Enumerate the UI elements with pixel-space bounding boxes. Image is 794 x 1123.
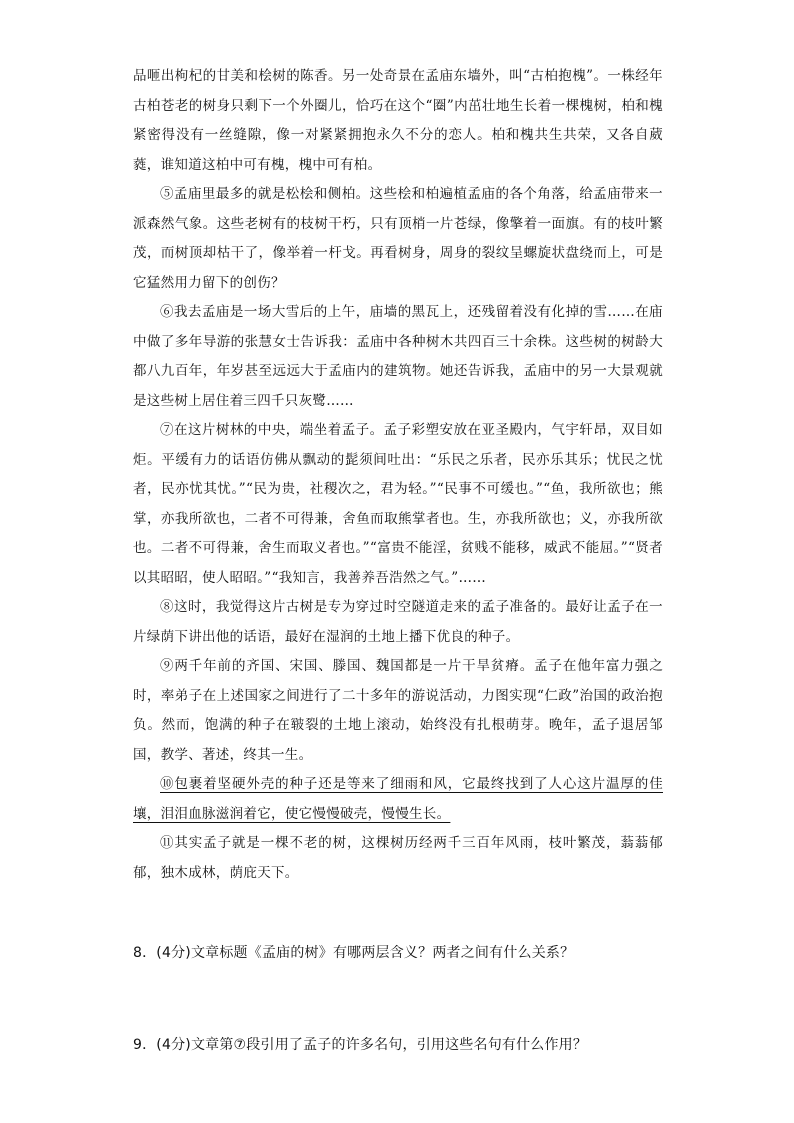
question-9: 9．(4分)文章第⑦段引用了孟子的许多名句，引用这些名句有什么作用？ xyxy=(133,1037,588,1053)
question-8: 8．(4分)文章标题《孟庙的树》有哪两层含义？两者之间有什么关系？ xyxy=(133,945,575,961)
paragraph-7: ⑦在这片树林的中央，端坐着孟子。孟子彩塑安放在亚圣殿内，气宇轩昂，双目如炬。平缓有力的话语仿佛从飘动的髭须间吐出：“乐民之乐者，民亦乐其乐；忧民之忧者，民亦忧其忧。”“民为贵，社稷次之，君为轻。”“民事不可缓也。”“鱼，我所欲也；熊掌，亦我所欲也，二者不可得兼，舍鱼而取熊掌者也。生，亦我所欲也；义，亦我所欲也。二者不可得兼，舍生而取义者也。”“富贵不能淫，贫贱不能移，威武不能屈。”“贤者以其昭昭，使人昭昭。”“我知言，我善养吾浩然之气。”…… xyxy=(133,422,663,586)
paragraph-8: ⑧这时，我觉得这片古树是专为穿过时空隧道走来的孟子准备的。最好让孟子在一片绿荫下讲出他的话语，最好在湿润的土地上播下优良的种子。 xyxy=(133,599,663,645)
paragraph-6: ⑥我去孟庙是一场大雪后的上午，庙墙的黑瓦上，还残留着没有化掉的雪……在庙中做了多年导游的张慧女士告诉我：孟庙中各种树木共四百三十余株。这些树的树龄大都八九百年，年岁甚至远远大于孟庙内的建筑物。她还告诉我，孟庙中的另一大景观就是这些树上居住着三四千只灰鹭…… xyxy=(133,304,663,409)
paragraph-continued: 品咂出枸杞的甘美和桧树的陈香。另一处奇景在孟庙东墙外，叫“古柏抱槐”。一株经年古柏苍老的树身只剩下一个外圈儿，恰巧在这个“圈”内茁壮地生长着一棵槐树，柏和槐紧密得没有一丝缝隙，像一对紧紧拥抱永久不分的恋人。柏和槐共生共荣，又各自葳蕤，谁知道这柏中可有槐，槐中可有柏。 xyxy=(133,68,663,173)
paragraph-9: ⑨两千年前的齐国、宋国、滕国、魏国都是一片干旱贫瘠。孟子在他年富力强之时，率弟子在上述国家之间进行了二十多年的游说活动，力图实现“仁政”治国的政治抱负。然而，饱满的种子在皲裂的土地上滚动，始终没有扎根萌芽。晚年，孟子退居邹国，教学、著述，终其一生。 xyxy=(133,658,663,763)
reading-passage xyxy=(133,62,663,888)
paragraph-11: ⑪其实孟子就是一棵不老的树，这棵树历经两千三百年风雨，枝叶繁茂，蓊蓊郁郁，独木成林，荫庇天下。 xyxy=(133,835,663,881)
paragraph-10-underlined: ⑩包裹着坚硬外壳的种子还是等来了细雨和风，它最终找到了人心这片温厚的佳壤，泪泪血脉滋润着它，使它慢慢破壳，慢慢生长。 xyxy=(133,776,663,822)
paragraph-5: ⑤孟庙里最多的就是松桧和侧柏。这些桧和柏遍植孟庙的各个角落，给孟庙带来一派森然气象。这些老树有的枝树干朽，只有顶梢一片苍绿，像擎着一面旗。有的枝叶繁茂，而树顶却枯干了，像举着一杆戈。再看树身，周身的裂纹呈螺旋状盘绕而上，可是它猛然用力留下的创伤？ xyxy=(133,186,663,291)
